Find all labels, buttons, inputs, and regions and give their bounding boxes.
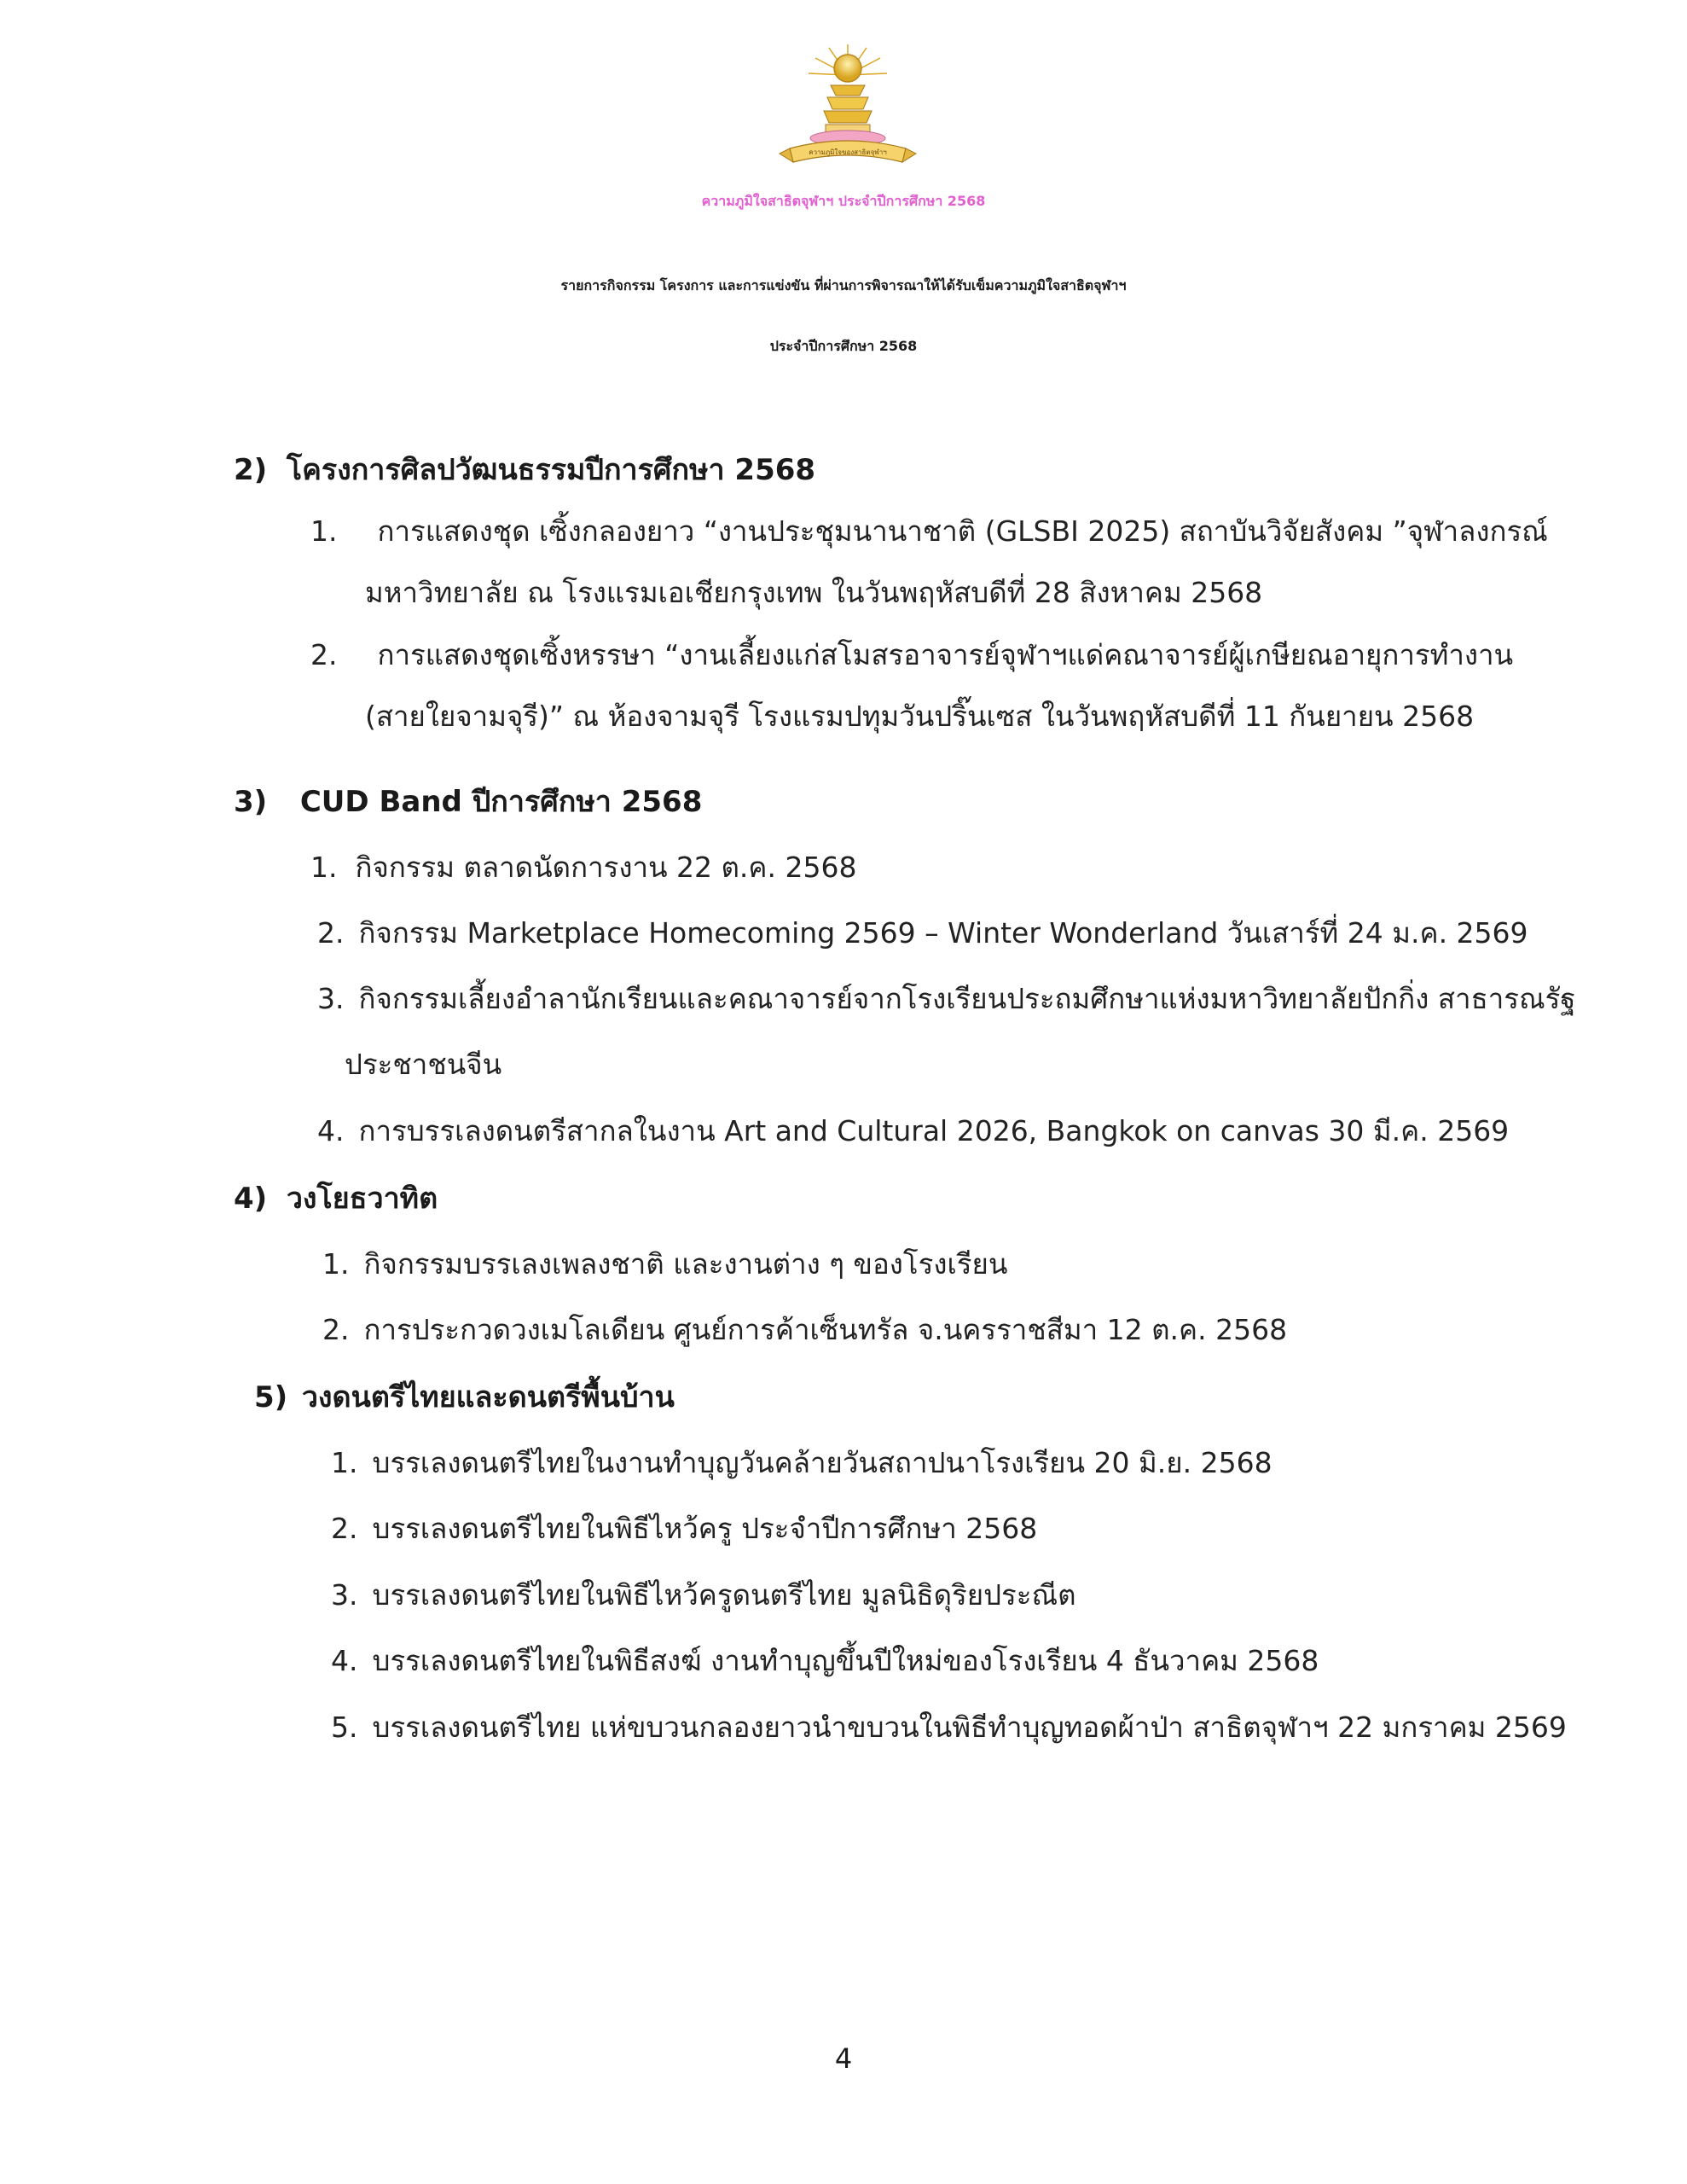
item-text: การประกวดวงเมโลเดียน ศูนย์การค้าเซ็นทรัล จ.นครราชสีมา 12 ต.ค. 2568 xyxy=(363,1313,1288,1346)
item-number: 2. xyxy=(331,1512,358,1545)
section-number: 5) xyxy=(254,1380,288,1414)
section-title: โครงการศิลปวัฒนธรรมปีการศึกษา 2568 xyxy=(286,453,816,487)
list-item xyxy=(331,1440,1272,1485)
page-title-line-1: รายการกิจกรรม โครงการ และการแข่งขัน ที่ผ่านการพิจารณาให้ได้รับเข็มความภูมิใจสาธิตจุฬาฯ xyxy=(560,277,1127,293)
page-number: 4 xyxy=(834,2042,853,2075)
item-number: 4. xyxy=(331,1644,358,1677)
page-subtitle: ความภูมิใจสาธิตจุฬาฯ ประจำปีการศึกษา 2568 xyxy=(701,193,986,209)
list-item xyxy=(331,1638,1319,1683)
item-text: บรรเลงดนตรีไทย แห่ขบวนกลองยาวนำขบวนในพิธีทำบุญทอดผ้าป่า สาธิตจุฬาฯ 22 มกราคม 2569 xyxy=(372,1711,1567,1744)
item-text: บรรเลงดนตรีไทยในพิธีไหว้ครู ประจำปีการศึกษา 2568 xyxy=(372,1512,1038,1545)
item-number: 1. xyxy=(310,514,338,548)
list-item xyxy=(322,1307,1287,1352)
school-emblem-logo xyxy=(778,41,918,169)
item-number: 4. xyxy=(317,1114,345,1147)
section-heading xyxy=(234,446,815,492)
item-text: บรรเลงดนตรีไทยในพิธีสงฆ์ งานทำบุญขึ้นปีใหม่ของโรงเรียน 4 ธันวาคม 2568 xyxy=(372,1644,1319,1677)
item-text: การแสดงชุดเซิ้งหรรษา “งานเลี้ยงแก่สโมสรอาจารย์จุฬาฯแด่คณาจารย์ผู้เกษียณอายุการทำงาน xyxy=(377,638,1514,671)
list-item xyxy=(331,1506,1037,1551)
section-heading xyxy=(234,778,702,824)
list-item xyxy=(310,632,1513,677)
item-number: 1. xyxy=(331,1446,358,1479)
item-number: 2. xyxy=(322,1313,350,1346)
item-number: 3. xyxy=(331,1578,358,1612)
list-item xyxy=(331,1705,1567,1750)
list-item xyxy=(322,1241,1007,1287)
item-text: การบรรเลงดนตรีสากลในงาน Art and Cultural 2026, Bangkok on canvas 30 มี.ค. 2569 xyxy=(358,1114,1510,1147)
list-item-continuation: ประชาชนจีน xyxy=(345,1048,502,1081)
list-item xyxy=(310,508,1548,554)
section-number: 3) xyxy=(234,785,268,819)
section-number: 2) xyxy=(234,453,268,487)
item-number: 2. xyxy=(310,638,338,671)
section-heading xyxy=(254,1374,675,1420)
item-text: กิจกรรม Marketplace Homecoming 2569 – Winter Wonderland วันเสาร์ที่ 24 ม.ค. 2569 xyxy=(358,916,1528,950)
list-item xyxy=(331,1572,1076,1618)
list-item-continuation: (สายใยจามจุรี)” ณ ห้องจามจุรี โรงแรมปทุมวันปริ๊นเซส ในวันพฤหัสบดีที่ 11 กันยายน 2568 xyxy=(365,700,1475,733)
item-text: การแสดงชุด เซิ้งกลองยาว “งานประชุมนานาชาติ (GLSBI 2025) สถาบันวิจัยสังคม ”จุฬาลงกรณ์ xyxy=(377,514,1548,548)
list-item xyxy=(310,845,856,890)
item-number: 3. xyxy=(317,982,345,1015)
item-number: 1. xyxy=(322,1247,350,1281)
list-item xyxy=(317,910,1528,956)
emblem-ribbon-text: ความภูมิใจของสาธิตจุฬาฯ xyxy=(809,148,887,156)
section-title: วงดนตรีไทยและดนตรีพื้นบ้าน xyxy=(301,1380,675,1414)
item-number: 5. xyxy=(331,1711,358,1744)
page-title-line-2: ประจำปีการศึกษา 2568 xyxy=(769,338,918,354)
item-text: บรรเลงดนตรีไทยในงานทำบุญวันคล้ายวันสถาปนาโรงเรียน 20 มิ.ย. 2568 xyxy=(372,1446,1272,1479)
list-item xyxy=(317,1108,1509,1153)
section-title: วงโยธวาทิต xyxy=(286,1182,438,1216)
section-heading xyxy=(234,1175,438,1221)
item-number: 2. xyxy=(317,916,345,950)
item-text: กิจกรรม ตลาดนัดการงาน 22 ต.ค. 2568 xyxy=(355,851,857,884)
list-item-continuation: มหาวิทยาลัย ณ โรงแรมเอเชียกรุงเทพ ในวันพฤหัสบดีที่ 28 สิงหาคม 2568 xyxy=(365,576,1263,609)
item-number: 1. xyxy=(310,851,338,884)
item-text: กิจกรรมเลี้ยงอำลานักเรียนและคณาจารย์จากโรงเรียนประถมศึกษาแห่งมหาวิทยาลัยปักกิ่ง สาธารณรัฐ xyxy=(358,982,1576,1015)
item-text: บรรเลงดนตรีไทยในพิธีไหว้ครูดนตรีไทย มูลนิธิดุริยประณีต xyxy=(372,1578,1076,1612)
section-number: 4) xyxy=(234,1182,268,1216)
list-item xyxy=(317,976,1576,1021)
item-text: กิจกรรมบรรเลงเพลงชาติ และงานต่าง ๆ ของโรงเรียน xyxy=(363,1247,1008,1281)
section-title: CUD Band ปีการศึกษา 2568 xyxy=(299,785,703,819)
